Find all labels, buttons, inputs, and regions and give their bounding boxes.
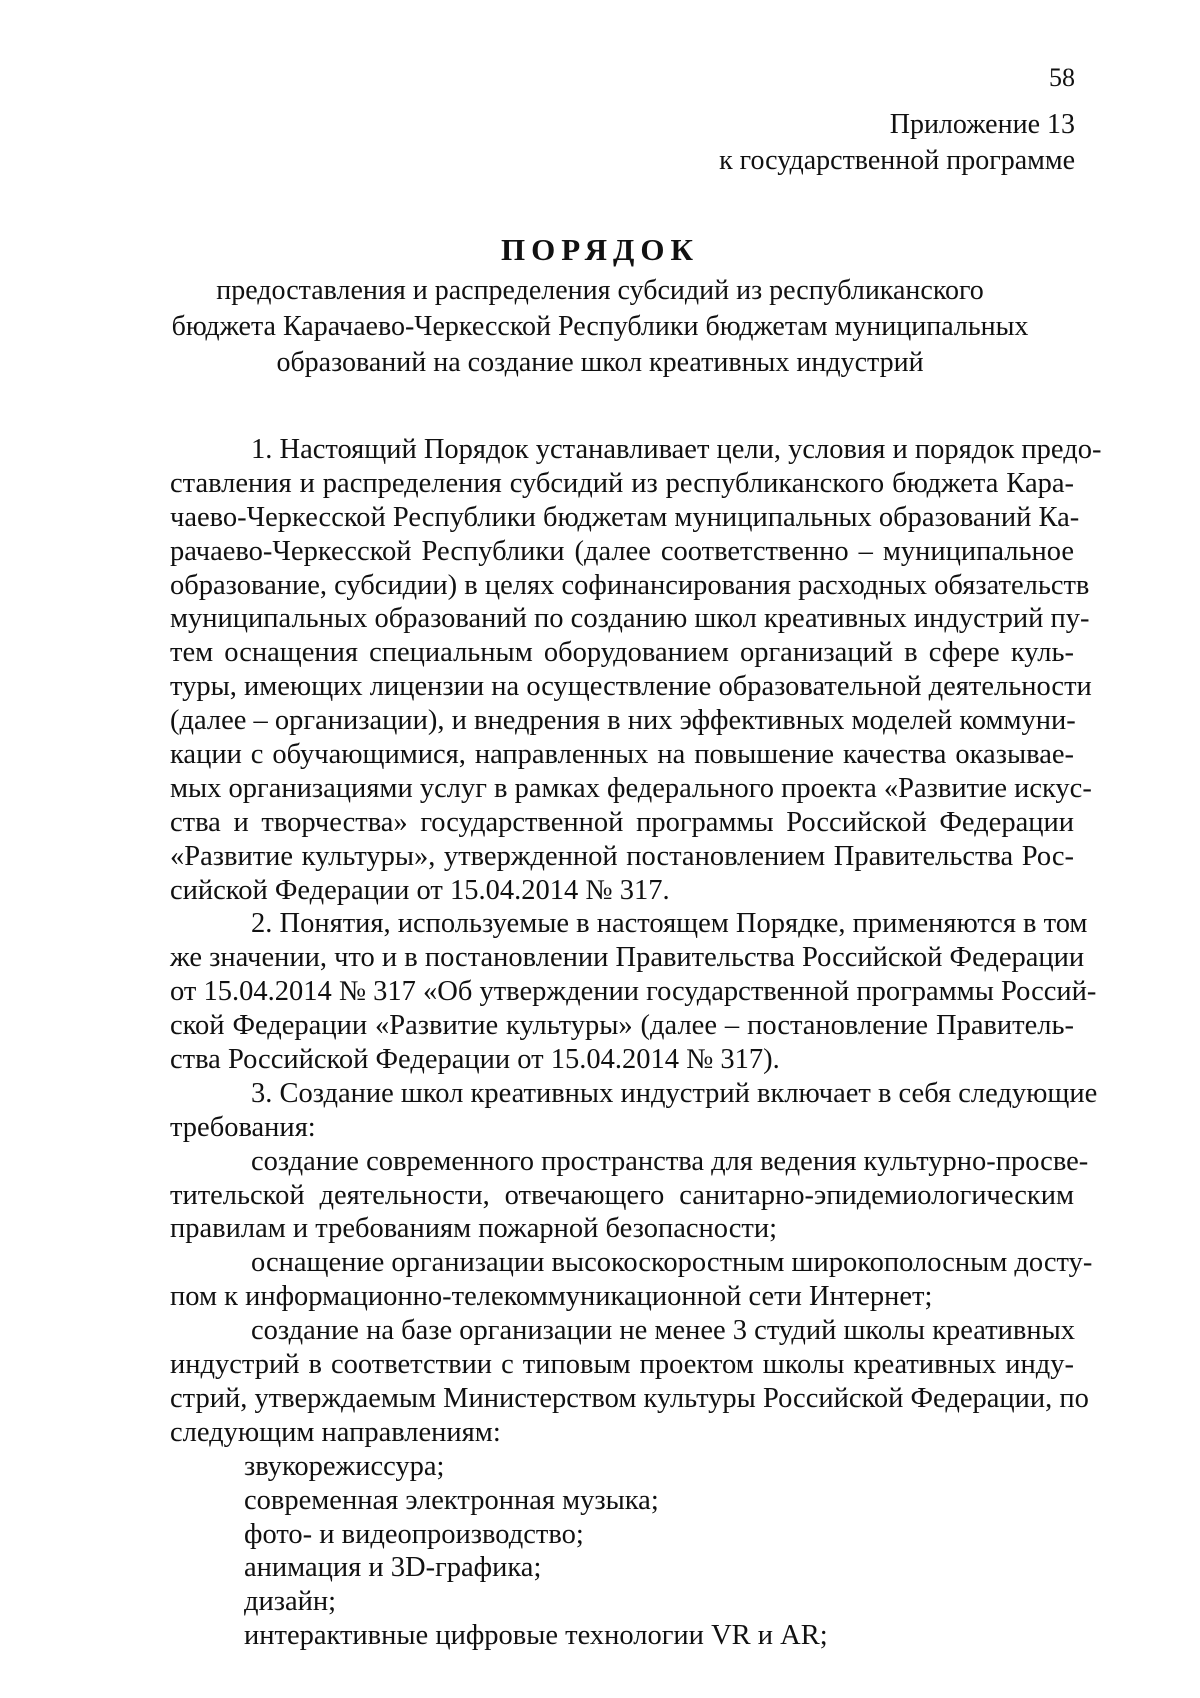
body-text-line: муниципальных образований по созданию школ креативных индустрий пу- (170, 603, 1090, 635)
appendix-line-2: к государственной программе (719, 145, 1075, 176)
appendix-reference (719, 107, 1075, 179)
list-item: дизайн; (244, 1586, 337, 1618)
page-number: 58 (1049, 63, 1075, 92)
body-text-line: (далее – организации), и внедрения в них эффективных моделей коммуни- (170, 705, 1076, 737)
appendix-line-1: Приложение 13 (889, 109, 1075, 140)
body-text-line: «Развитие культуры», утвержденной постановлением Правительства Рос- (170, 840, 1074, 872)
document-subtitle (0, 273, 1200, 381)
body-text-line: ства и творчества» государственной программы Российской Федерации (170, 806, 1074, 838)
body-text-line: пом к информационно-телекоммуникационной сети Интернет; (170, 1281, 933, 1313)
list-item: современная электронная музыка; (244, 1484, 659, 1516)
body-text-line: сийской Федерации от 15.04.2014 № 317. (170, 874, 670, 906)
list-item: звукорежиссура; (244, 1450, 445, 1482)
body-text-line: рачаево-Черкесской Республики (далее соответственно – муниципальное (170, 535, 1074, 567)
body-text-line: стрий, утверждаемым Министерством культуры Российской Федерации, по (170, 1382, 1089, 1414)
body-text-line: тительской деятельности, отвечающего санитарно-эпидемиологическим (170, 1179, 1074, 1211)
body-text-line: 3. Создание школ креативных индустрий включает в себя следующие (251, 1077, 1098, 1109)
document-body (170, 433, 1102, 1653)
body-text-line: ской Федерации «Развитие культуры» (далее – постановление Правитель- (170, 1010, 1074, 1042)
body-text-line: чаево-Черкесской Республики бюджетам муниципальных образований Ка- (170, 501, 1080, 533)
body-text-line: же значении, что и в постановлении Правительства Российской Федерации (170, 942, 1085, 974)
body-text-line: правилам и требованиям пожарной безопасности; (170, 1213, 777, 1245)
body-text-line: мых организациями услуг в рамках федерального проекта «Развитие искус- (170, 772, 1092, 804)
body-text-line: тем оснащения специальным оборудованием организаций в сфере куль- (170, 637, 1074, 669)
body-text-line: создание на базе организации не менее 3 студий школы креативных (251, 1315, 1076, 1347)
subtitle-line: предоставления и распределения субсидий из республиканского (216, 275, 984, 306)
body-text-line: создание современного пространства для ведения культурно-просве- (251, 1145, 1089, 1177)
body-text-line: 2. Понятия, используемые в настоящем Порядке, применяются в том (251, 908, 1088, 940)
body-text-line: индустрий в соответствии с типовым проектом школы креативных инду- (170, 1349, 1074, 1381)
subtitle-line: бюджета Карачаево-Черкесской Республики бюджетам муниципальных (171, 311, 1029, 342)
body-text-line: кации с обучающимися, направленных на повышение качества оказывае- (170, 739, 1074, 771)
body-text-line: от 15.04.2014 № 317 «Об утверждении государственной программы Россий- (170, 976, 1097, 1008)
list-item: фото- и видеопроизводство; (244, 1518, 584, 1550)
body-text-line: образование, субсидии) в целях софинансирования расходных обязательств (170, 569, 1090, 601)
subtitle-line: образований на создание школ креативных индустрий (276, 347, 924, 378)
body-text-line: ства Российской Федерации от 15.04.2014 № 317). (170, 1044, 780, 1076)
body-text-line: оснащение организации высокоскоростным широкополосным досту- (251, 1247, 1093, 1279)
body-text-line: 1. Настоящий Порядок устанавливает цели, условия и порядок предо- (251, 434, 1102, 465)
body-text-line: ставления и распределения субсидий из республиканского бюджета Кара- (170, 467, 1074, 499)
body-text-line: следующим направлениям: (170, 1416, 501, 1448)
list-item: анимация и 3D-графика; (244, 1552, 542, 1584)
list-item: интерактивные цифровые технологии VR и AR; (244, 1620, 828, 1652)
body-text-line: туры, имеющих лицензии на осуществление образовательной деятельности (170, 671, 1092, 703)
document-title: ПОРЯДОК (501, 232, 699, 267)
body-text-line: требования: (170, 1111, 316, 1143)
